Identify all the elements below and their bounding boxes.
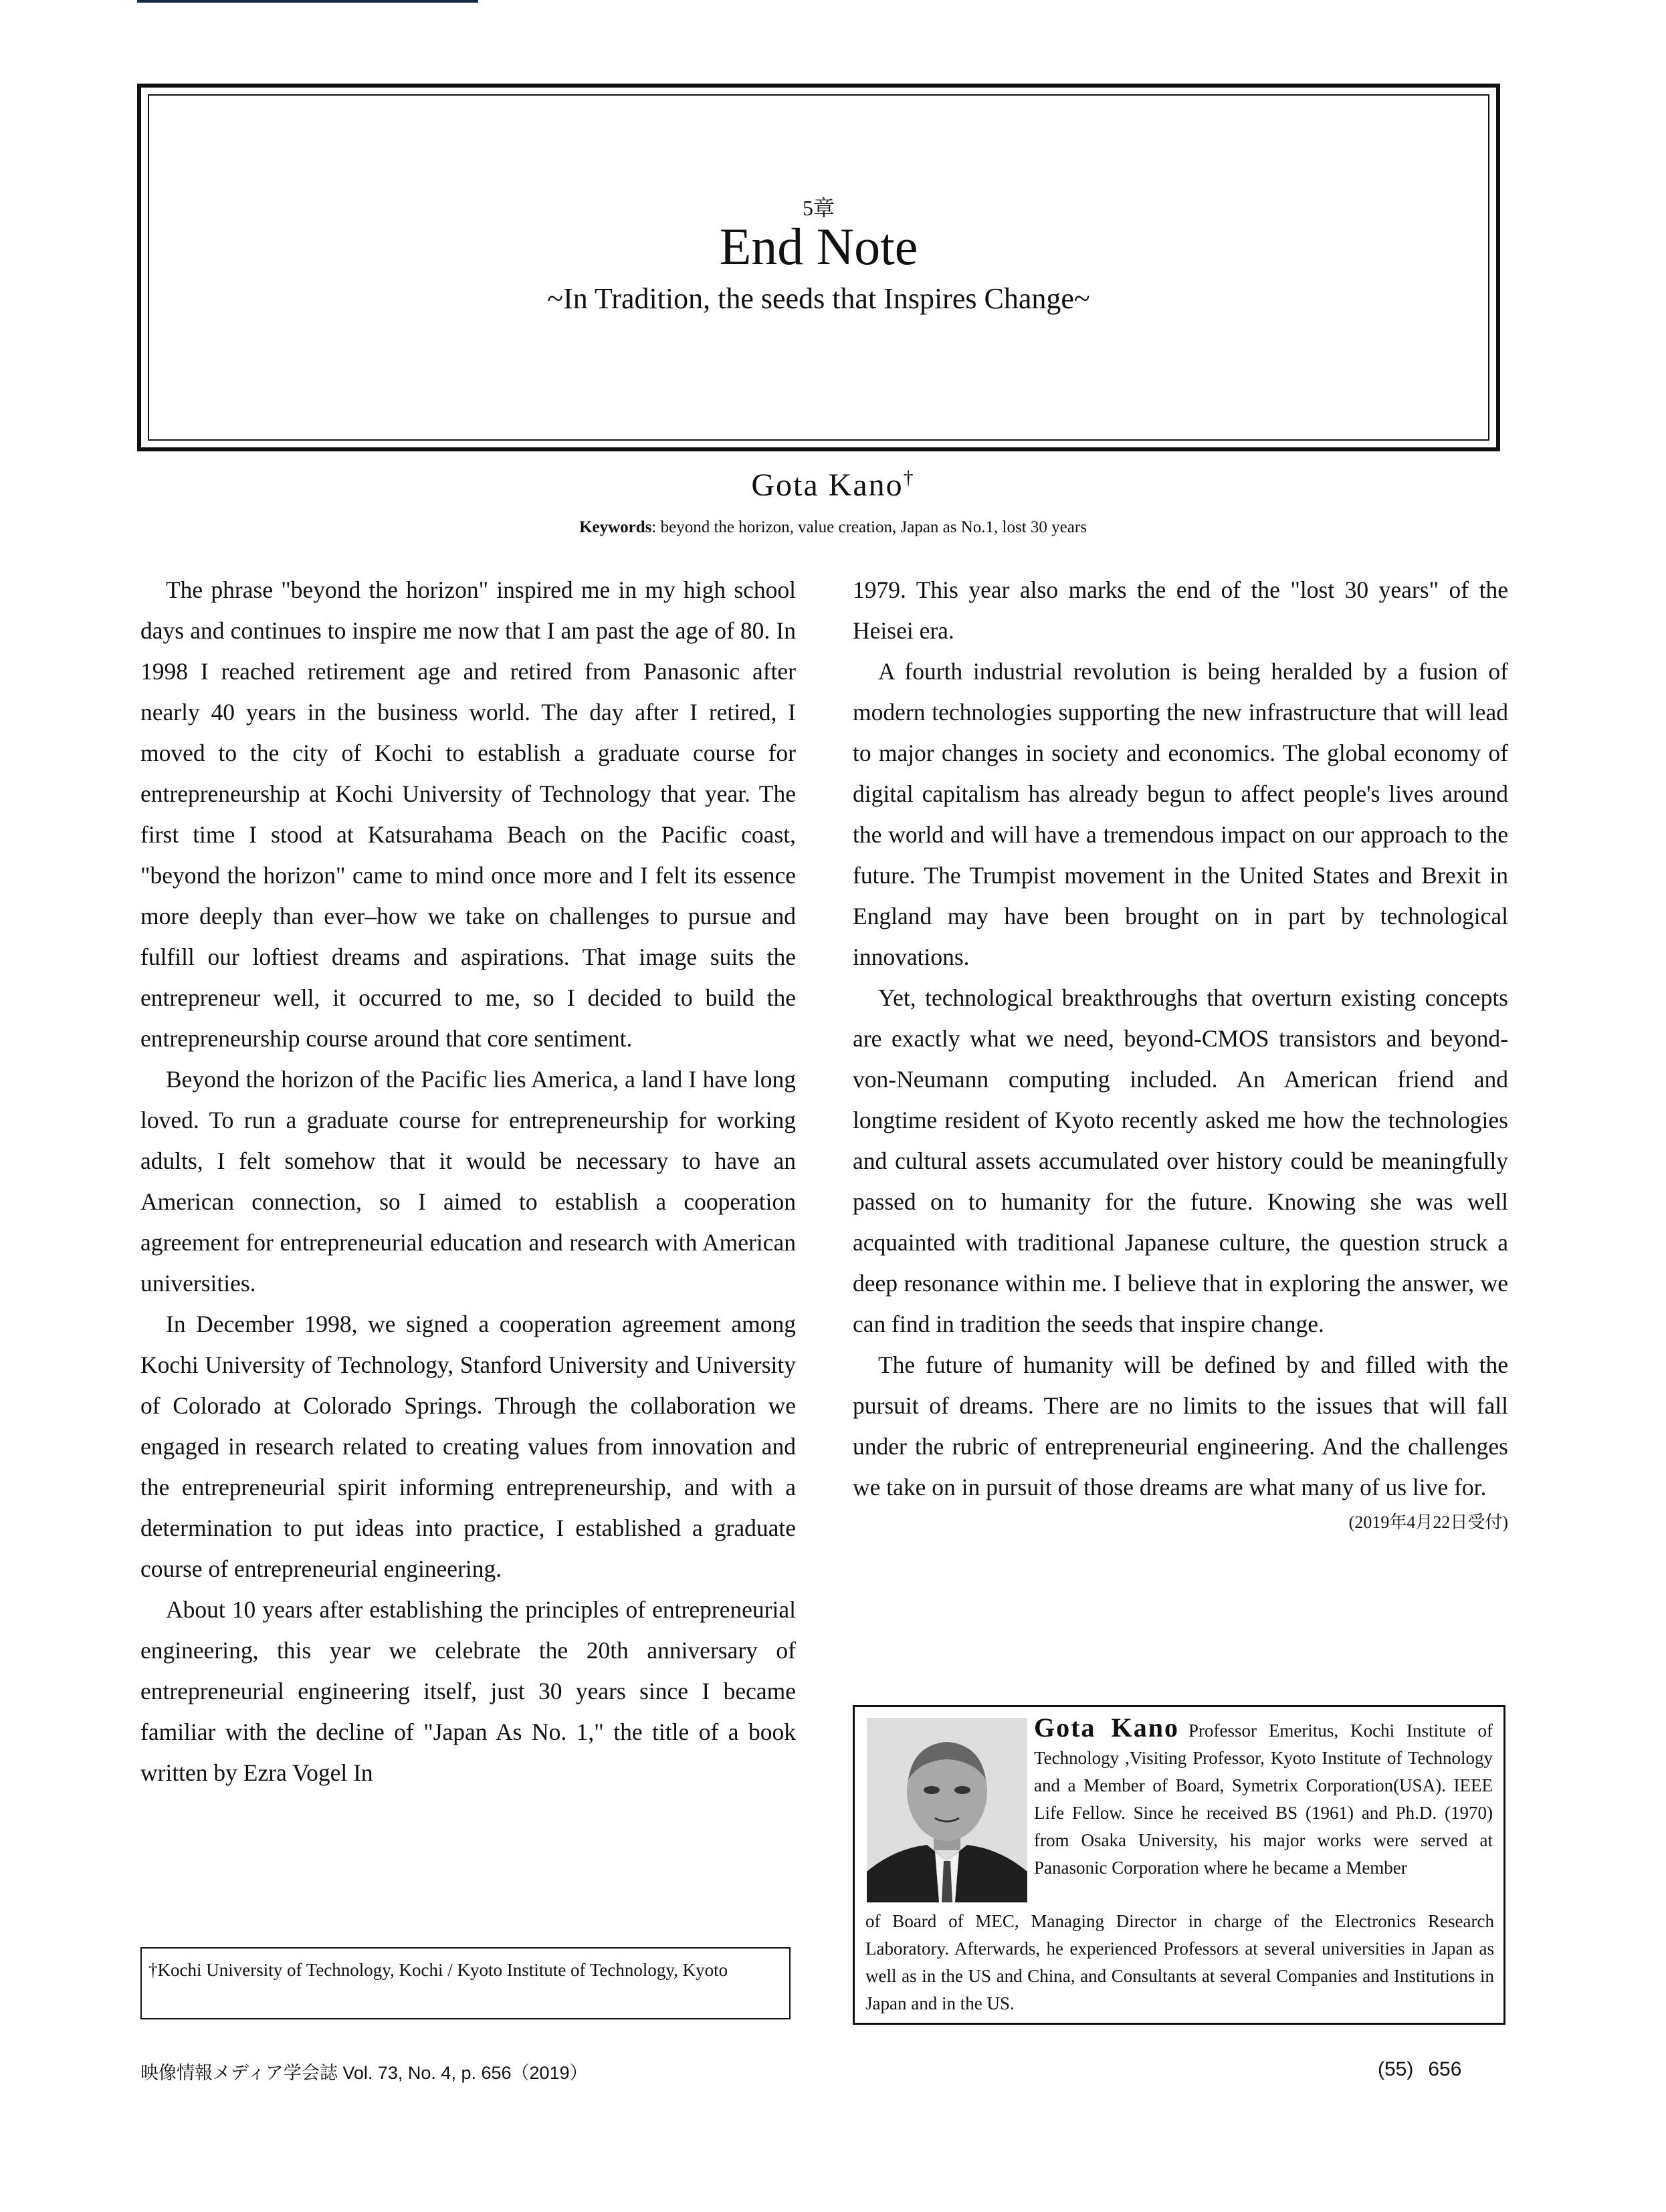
paragraph: The phrase "beyond the horizon" inspired me in my high school days and continues to inspire me now that I am past the age of 80. In 1998 I reached retirement age and retired from Panasonic after nearly 40 years in the business world. The day after I retired, I moved to the city of Kochi to establish a graduate course for entrepreneurship at Kochi University of Technology that year. The first time I stood at Katsurahama Beach on the Pacific coast, "beyond the horizon" came to mind once more and I felt its essence more deeply than ever–how we take on challenges to pursue and fulfill our loftiest dreams and aspirations. That image suits the entrepreneur well, it occurred to me, so I decided to build the entrepreneurship course around that core sentiment. — [140, 576, 796, 1052]
affiliation-footnote: †Kochi University of Technology, Kochi / Kyoto Institute of Technology, Kyoto — [140, 1947, 791, 2019]
page-number-block — [1378, 2058, 1461, 2081]
bio-text-top — [1034, 1714, 1493, 1882]
page-number: 656 — [1428, 2058, 1462, 2080]
article-title: End Note — [719, 217, 918, 275]
keywords-text: : beyond the horizon, value creation, Japan as No.1, lost 30 years — [651, 518, 1087, 536]
bio-name: Gota Kano — [1034, 1712, 1179, 1743]
body-column-right — [853, 570, 1508, 1536]
author-name: Gota Kano — [751, 467, 904, 503]
article-subtitle: ~In Tradition, the seeds that Inspires Change~ — [547, 282, 1090, 315]
paragraph: A fourth industrial revolution is being heralded by a fusion of modern technologies supporting the new infrastructure that will lead to major changes in society and economics. The global economy of digital capitalism has already begun to affect people's lives around the world and will have a tremendous impact on our approach to the future. The Trumpist movement in the United States and Brexit in England may have been brought on in part by technological innovations. — [853, 658, 1508, 970]
chapter-label: 5章 — [802, 196, 835, 220]
paragraph: Yet, technological breakthroughs that overturn existing concepts are exactly what we need, beyond-CMOS transistors and beyond-von-Neumann computing included. An American friend and longtime resident of Kyoto recently asked me how the technologies and cultural assets accumulated over history could be meaningfully passed on to humanity for the future. Knowing she was well acquainted with traditional Japanese culture, the question struck a deep resonance within me. I believe that in exploring the answer, we can find in tradition the seeds that inspire change. — [853, 984, 1508, 1337]
paragraph: In December 1998, we signed a cooperation agreement among Kochi University of Technology, Stanford University and University of Colorado at Colorado Springs. Through the collaboration we engaged in research related to creating values from innovation and the entrepreneurial spirit informing entrepreneurship, and with a determination to put ideas into practice, I established a graduate course of entrepreneurial engineering. — [140, 1311, 796, 1582]
keywords-line — [0, 518, 1666, 537]
paragraph: About 10 years after establishing the principles of entrepreneurial engineering, this year we celebrate the 20th anniversary of entrepreneurial engineering itself, just 30 years since I became familiar with the decline of "Japan As No. 1," the title of a book written by Ezra Vogel In — [140, 1596, 796, 1786]
paragraph-continuation: 1979. This year also marks the end of the "lost 30 years" of the Heisei era. — [853, 576, 1508, 644]
received-date: (2019年4月22日受付) — [1348, 1513, 1508, 1532]
keywords-label: Keywords — [579, 518, 652, 536]
paragraph: Beyond the horizon of the Pacific lies America, a land I have long loved. To run a graduate course for entrepreneurship for working adults, I felt somehow that it would be necessary to have an American connection, so I aimed to establish a cooperation agreement for entrepreneurial education and research with American universities. — [140, 1066, 796, 1297]
bio-text: Professor Emeritus, Kochi Institute of Technology ,Visiting Professor, Kyoto Institute of Technology and a Member of Board, Symetrix Corporation(USA). IEEE Life Fellow. Since he received BS (1961) and Ph.D. (1970) from Osaka University, his major works were served at Panasonic Corporation where he became a Member — [1034, 1721, 1493, 1878]
author-portrait-image — [867, 1718, 1027, 1902]
section-page-number: (55) — [1378, 2058, 1414, 2080]
title-box — [137, 84, 1500, 451]
paragraph: The future of humanity will be defined by and filled with the pursuit of dreams. There are no limits to the issues that will fall under the rubric of entrepreneurial engineering. And the challenges we take on in pursuit of those dreams are what many of us live for. — [853, 1351, 1508, 1501]
journal-citation: 映像情報メディア学会誌 Vol. 73, No. 4, p. 656（2019） — [140, 2063, 588, 2083]
body-column-left — [140, 570, 796, 1793]
author-photo — [867, 1718, 1027, 1902]
bio-text-continued: of Board of MEC, Managing Director in charge of the Electronics Research Laboratory. Afterwards, he experienced Professors at several universities in Japan as well as in the US and China, and Consultants at several Companies and Institutions in Japan and in the US. — [865, 1911, 1494, 2013]
author-line — [0, 467, 1666, 504]
top-rule — [137, 0, 478, 3]
author-bio-box — [853, 1705, 1505, 2025]
author-affiliation-mark: † — [903, 467, 915, 489]
